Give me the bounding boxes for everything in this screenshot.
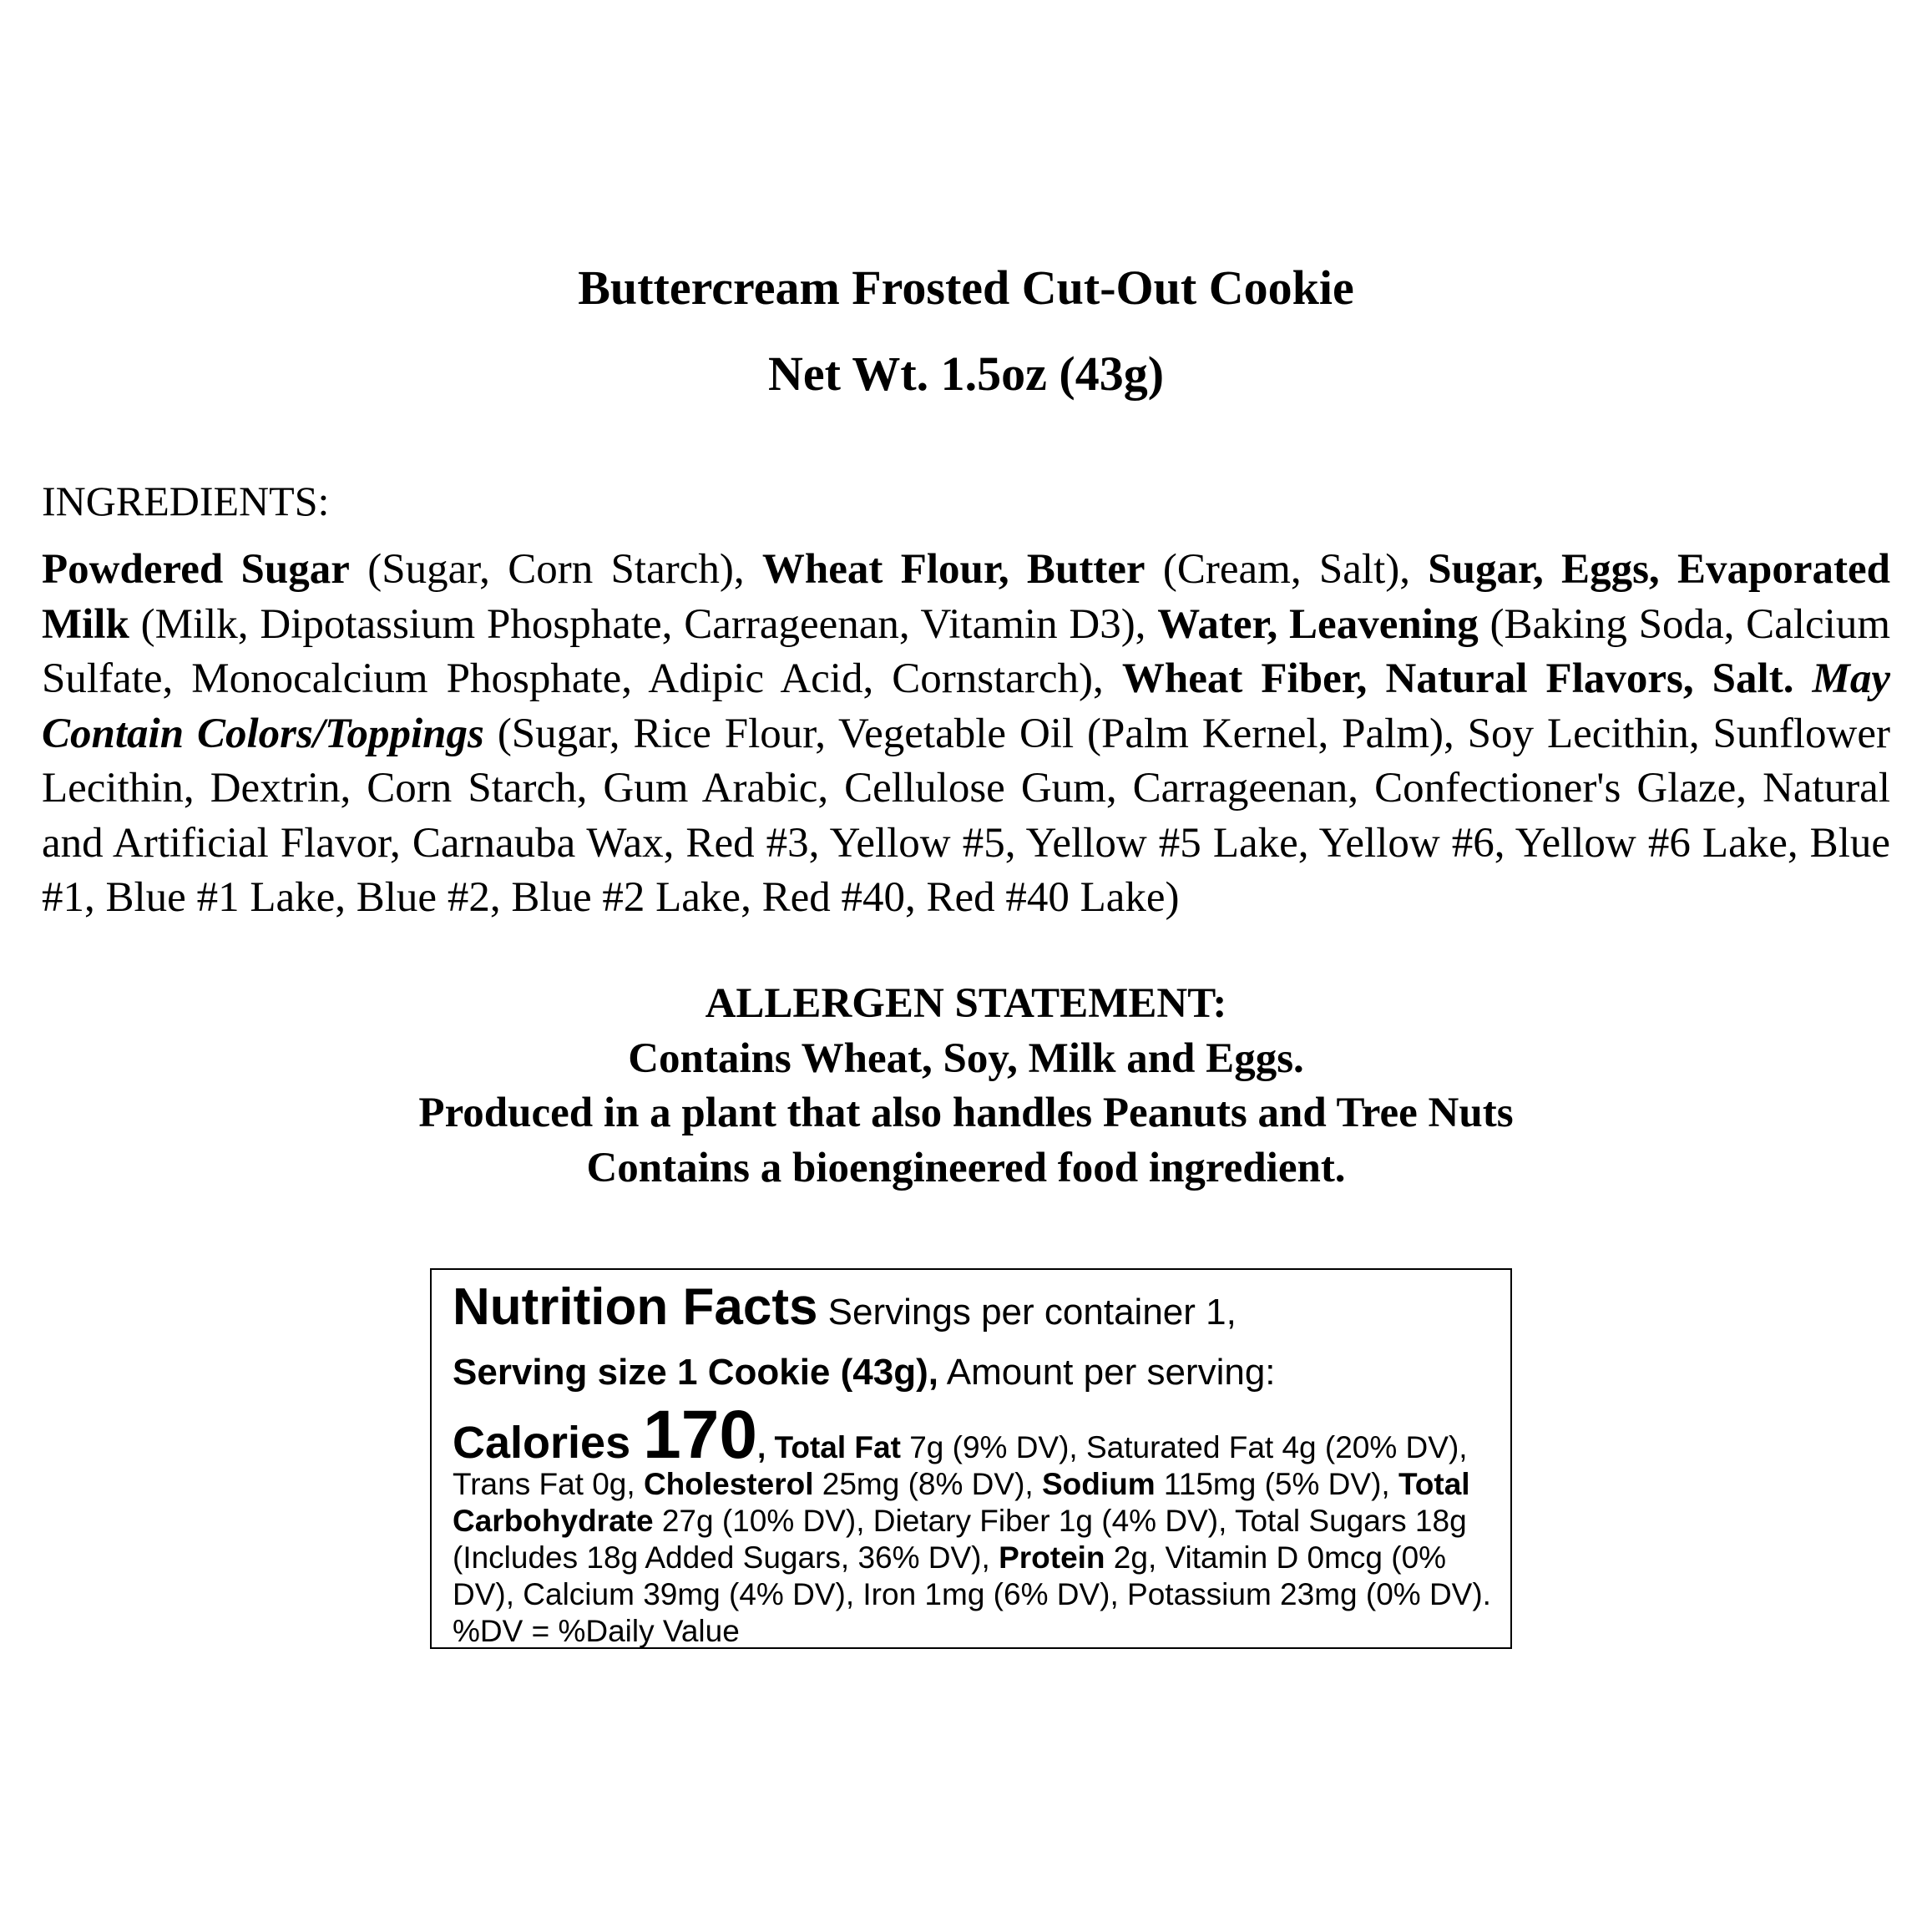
nutrient-segment: 7g (9% DV), Saturated Fat 4g (20% DV), Trans Fat 0g, — [453, 1430, 1468, 1501]
allergen-heading: ALLERGEN STATEMENT: — [705, 980, 1227, 1027]
ingredient-segment: (Cream, Salt), — [1145, 546, 1429, 593]
allergen-contains: Contains Wheat, Soy, Milk and Eggs. — [628, 1034, 1304, 1082]
ingredient-segment: Sugar, Eggs, Evaporated Milk — [42, 546, 1890, 648]
ingredient-segment: (Sugar, Corn Starch), — [349, 546, 762, 593]
nutrient-segment: , Total Fat — [756, 1430, 901, 1464]
nutrition-facts-panel — [430, 1268, 1512, 1649]
serving-size: Serving size 1 Cookie (43g), — [453, 1352, 938, 1393]
allergen-facility: Produced in a plant that also handles Peanuts and Tree Nuts — [418, 1090, 1514, 1136]
product-title: Buttercream Frosted Cut-Out Cookie — [578, 260, 1354, 315]
ingredients-heading: INGREDIENTS: — [42, 478, 330, 524]
nutrient-segment: Sodium — [1041, 1467, 1156, 1501]
ingredient-segment: Wheat Fiber, Natural Flavors, Salt. — [1121, 655, 1813, 702]
ingredient-segment: May Contain Colors/Toppings — [42, 655, 1890, 757]
nutrition-title: Nutrition Facts — [453, 1278, 818, 1336]
allergen-statement — [0, 977, 1932, 1196]
nutrient-segment: Cholesterol — [643, 1467, 814, 1501]
servings-per-container: Servings per container 1, — [817, 1292, 1237, 1333]
serving-size-line — [453, 1350, 1494, 1395]
nutrient-segment: Total Carbohydrate — [453, 1467, 1470, 1538]
ingredient-segment: Water, Leavening — [1157, 600, 1479, 648]
nutrient-segment: 2g, Vitamin D 0mcg (0% DV), Calcium 39mg (4% DV), Iron 1mg (6% DV), Potassium 23mg (0% DV). %DV = %Daily Value — [453, 1540, 1491, 1648]
nutrient-segment: Protein — [999, 1540, 1105, 1575]
nutrition-header — [453, 1278, 1494, 1350]
allergen-bioengineered: Contains a bioengineered food ingredient. — [586, 1144, 1346, 1191]
amount-per-serving: Amount per serving: — [938, 1352, 1276, 1393]
calories-value: 170 — [643, 1397, 757, 1473]
net-weight: Net Wt. 1.5oz (43g) — [767, 346, 1165, 401]
nutrient-segment: 25mg (8% DV), — [813, 1467, 1042, 1501]
nutrient-segment: 27g (10% DV), Dietary Fiber 1g (4% DV), Total Sugars 18g (Includes 18g Added Sugars, 36% DV), — [453, 1504, 1467, 1575]
calories-label: Calories — [453, 1418, 644, 1468]
ingredient-segment: (Milk, Dipotassium Phosphate, Carrageenan, Vitamin D3), — [129, 600, 1158, 648]
ingredient-segment: (Sugar, Rice Flour, Vegetable Oil (Palm Kernel, Palm), Soy Lecithin, Sunflower Lecithin, Dextrin, Corn Starch, Gum Arabic, Cellulose Gum, Carrageenan, Confectioner's Glaze, Natural and Artificial Flavor, Carnauba Wax, Red #3, Yellow #5, Yellow #5 Lake, Yellow #6, Yellow #6 Lake, Blue #1, Blue #1 Lake, Blue #2, Blue #2 Lake, Red #40, Red #40 Lake) — [42, 710, 1890, 921]
ingredient-segment: Powdered Sugar — [42, 546, 350, 593]
nutrition-details — [453, 1397, 1494, 1650]
ingredients-list — [42, 543, 1890, 926]
nutrient-segment: 115mg (5% DV), — [1155, 1467, 1398, 1501]
ingredient-segment: Wheat Flour, Butter — [761, 546, 1146, 593]
ingredient-segment: (Baking Soda, Calcium Sulfate, Monocalcium Phosphate, Adipic Acid, Cornstarch), — [42, 600, 1890, 702]
